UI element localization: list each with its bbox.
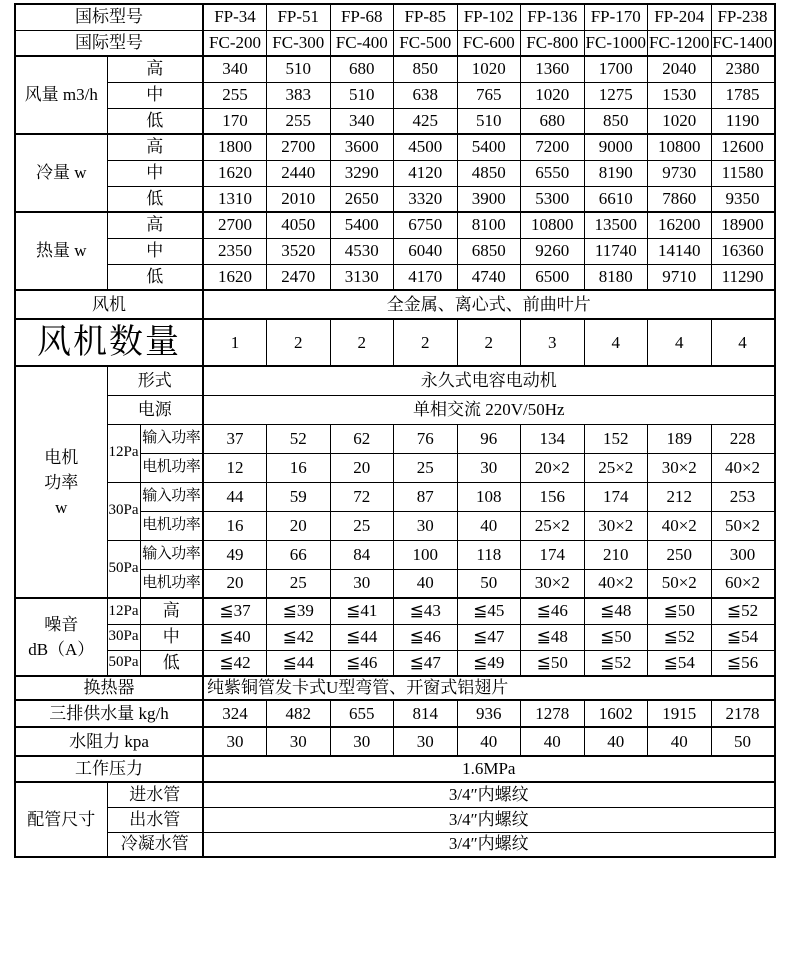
data-cell: 30: [203, 727, 267, 756]
data-cell: 3320: [394, 186, 458, 212]
data-cell: 30×2: [521, 569, 585, 598]
data-cell: 655: [330, 700, 394, 727]
data-cell: 2178: [711, 700, 775, 727]
level-label: 低: [107, 264, 203, 290]
row-heating-low: [15, 264, 775, 290]
data-cell: 1278: [521, 700, 585, 727]
data-cell: 3600: [330, 134, 394, 160]
data-cell: ≦54: [711, 624, 775, 650]
motor-power-label: 电机功率: [140, 453, 203, 482]
row-motor-12pa-input: [15, 424, 775, 453]
data-cell: 1: [203, 319, 267, 366]
outlet-pipe-label: 出水管: [107, 807, 203, 832]
data-cell: 4: [584, 319, 648, 366]
data-cell: FP-34: [203, 4, 267, 30]
inlet-pipe-label: 进水管: [107, 782, 203, 807]
data-cell: 30: [267, 727, 331, 756]
level-label: 高: [140, 598, 203, 624]
data-cell: 66: [267, 540, 331, 569]
data-cell: 2: [394, 319, 458, 366]
data-cell: 4170: [394, 264, 458, 290]
data-cell: ≦44: [330, 624, 394, 650]
data-cell: 2440: [267, 160, 331, 186]
data-cell: 84: [330, 540, 394, 569]
data-cell: 30×2: [648, 453, 712, 482]
data-cell: FC-500: [394, 30, 458, 56]
row-cooling-low: [15, 186, 775, 212]
data-cell: ≦42: [203, 650, 267, 676]
outlet-pipe-value: 3/4″内螺纹: [203, 807, 775, 832]
data-cell: 59: [267, 482, 331, 511]
row-international-model: [15, 30, 775, 56]
data-cell: 18900: [711, 212, 775, 238]
data-cell: 3520: [267, 238, 331, 264]
row-airflow-mid: [15, 82, 775, 108]
data-cell: ≦42: [267, 624, 331, 650]
data-cell: 25: [330, 511, 394, 540]
level-label: 中: [107, 82, 203, 108]
data-cell: 108: [457, 482, 521, 511]
heat-exchanger-label: 换热器: [15, 676, 203, 700]
condensate-pipe-value: 3/4″内螺纹: [203, 832, 775, 857]
level-label: 高: [107, 134, 203, 160]
data-cell: FC-200: [203, 30, 267, 56]
data-cell: 20: [267, 511, 331, 540]
data-cell: 850: [584, 108, 648, 134]
data-cell: 11740: [584, 238, 648, 264]
data-cell: 1275: [584, 82, 648, 108]
data-cell: 8180: [584, 264, 648, 290]
data-cell: FC-400: [330, 30, 394, 56]
data-cell: FP-238: [711, 4, 775, 30]
data-cell: 40×2: [648, 511, 712, 540]
data-cell: 50×2: [648, 569, 712, 598]
data-cell: 383: [267, 82, 331, 108]
level-label: 低: [140, 650, 203, 676]
data-cell: ≦48: [584, 598, 648, 624]
data-cell: 25: [394, 453, 458, 482]
data-cell: 72: [330, 482, 394, 511]
data-cell: 324: [203, 700, 267, 727]
data-cell: 2700: [267, 134, 331, 160]
data-cell: 3900: [457, 186, 521, 212]
data-cell: 16360: [711, 238, 775, 264]
data-cell: 152: [584, 424, 648, 453]
data-cell: ≦45: [457, 598, 521, 624]
pa-label-12pa: 12Pa: [107, 424, 140, 482]
data-cell: 6610: [584, 186, 648, 212]
data-cell: 300: [711, 540, 775, 569]
data-cell: ≦37: [203, 598, 267, 624]
data-cell: ≦50: [521, 650, 585, 676]
fan-count-label: 风机数量: [15, 319, 203, 366]
international-model-label: 国际型号: [15, 30, 203, 56]
data-cell: 1310: [203, 186, 267, 212]
data-cell: 9730: [648, 160, 712, 186]
data-cell: 16: [267, 453, 331, 482]
data-cell: 3130: [330, 264, 394, 290]
data-cell: 25×2: [584, 453, 648, 482]
data-cell: 936: [457, 700, 521, 727]
level-label: 高: [107, 56, 203, 82]
data-cell: 40: [394, 569, 458, 598]
data-cell: 20: [203, 569, 267, 598]
data-cell: FC-600: [457, 30, 521, 56]
data-cell: 16200: [648, 212, 712, 238]
data-cell: 210: [584, 540, 648, 569]
data-cell: 1020: [648, 108, 712, 134]
data-cell: ≦47: [394, 650, 458, 676]
row-piping-outlet: [15, 807, 775, 832]
level-label: 低: [107, 186, 203, 212]
data-cell: 174: [521, 540, 585, 569]
spec-sheet-page: [0, 3, 790, 974]
data-cell: 100: [394, 540, 458, 569]
fan-label: 风机: [15, 290, 203, 319]
noise-label-line: 噪音: [44, 615, 79, 634]
data-cell: 40×2: [584, 569, 648, 598]
data-cell: FP-51: [267, 4, 331, 30]
data-cell: 2380: [711, 56, 775, 82]
data-cell: 134: [521, 424, 585, 453]
row-piping-condensate: [15, 832, 775, 857]
data-cell: 40: [457, 511, 521, 540]
data-cell: 9000: [584, 134, 648, 160]
data-cell: 2040: [648, 56, 712, 82]
data-cell: 510: [330, 82, 394, 108]
pa-label-50pa: 50Pa: [107, 650, 140, 676]
data-cell: 1785: [711, 82, 775, 108]
data-cell: ≦47: [457, 624, 521, 650]
data-cell: 189: [648, 424, 712, 453]
row-noise-30pa: [15, 624, 775, 650]
data-cell: 425: [394, 108, 458, 134]
data-cell: 250: [648, 540, 712, 569]
data-cell: ≦46: [394, 624, 458, 650]
motor-type-value: 永久式电容电动机: [203, 366, 775, 395]
data-cell: ≦54: [648, 650, 712, 676]
row-noise-12pa: [15, 598, 775, 624]
data-cell: 510: [267, 56, 331, 82]
data-cell: FC-300: [267, 30, 331, 56]
data-cell: 3290: [330, 160, 394, 186]
data-cell: 10800: [521, 212, 585, 238]
data-cell: 2700: [203, 212, 267, 238]
data-cell: 30: [394, 727, 458, 756]
data-cell: ≦41: [330, 598, 394, 624]
motor-label-line: 功率: [44, 472, 79, 492]
power-supply-value: 单相交流 220V/50Hz: [203, 395, 775, 424]
data-cell: FP-85: [394, 4, 458, 30]
data-cell: 340: [203, 56, 267, 82]
data-cell: ≦40: [203, 624, 267, 650]
data-cell: 4500: [394, 134, 458, 160]
level-label: 中: [140, 624, 203, 650]
data-cell: ≦46: [521, 598, 585, 624]
pa-label-30pa: 30Pa: [107, 482, 140, 540]
data-cell: ≦44: [267, 650, 331, 676]
heating-group-label: 热量 w: [15, 212, 107, 290]
data-cell: 4530: [330, 238, 394, 264]
row-motor-power-supply: [15, 395, 775, 424]
data-cell: 2470: [267, 264, 331, 290]
data-cell: 4120: [394, 160, 458, 186]
row-working-pressure: [15, 756, 775, 782]
data-cell: FP-68: [330, 4, 394, 30]
data-cell: 1915: [648, 700, 712, 727]
data-cell: 30: [394, 511, 458, 540]
fan-value: 全金属、离心式、前曲叶片: [203, 290, 775, 319]
data-cell: 255: [203, 82, 267, 108]
data-cell: 1620: [203, 160, 267, 186]
data-cell: ≦43: [394, 598, 458, 624]
data-cell: 6550: [521, 160, 585, 186]
data-cell: FC-1400: [711, 30, 775, 56]
row-national-model: [15, 4, 775, 30]
data-cell: 6850: [457, 238, 521, 264]
row-motor-50pa-input: [15, 540, 775, 569]
data-cell: 228: [711, 424, 775, 453]
data-cell: 1020: [457, 56, 521, 82]
working-pressure-label: 工作压力: [15, 756, 203, 782]
noise-label-line: dB（A）: [28, 640, 95, 659]
data-cell: 1020: [521, 82, 585, 108]
data-cell: 60×2: [711, 569, 775, 598]
data-cell: FP-136: [521, 4, 585, 30]
input-power-label: 输入功率: [140, 540, 203, 569]
data-cell: 9260: [521, 238, 585, 264]
data-cell: 11580: [711, 160, 775, 186]
data-cell: 4850: [457, 160, 521, 186]
data-cell: 340: [330, 108, 394, 134]
data-cell: FP-204: [648, 4, 712, 30]
data-cell: 212: [648, 482, 712, 511]
data-cell: FC-1200: [648, 30, 712, 56]
data-cell: ≦49: [457, 650, 521, 676]
data-cell: 2: [457, 319, 521, 366]
data-cell: 52: [267, 424, 331, 453]
data-cell: 30: [457, 453, 521, 482]
data-cell: 1530: [648, 82, 712, 108]
working-pressure-value: 1.6MPa: [203, 756, 775, 782]
motor-power-label: 电机功率: [140, 511, 203, 540]
data-cell: 12600: [711, 134, 775, 160]
data-cell: 6750: [394, 212, 458, 238]
data-cell: 1360: [521, 56, 585, 82]
power-supply-label: 电源: [107, 395, 203, 424]
data-cell: ≦50: [584, 624, 648, 650]
data-cell: 9350: [711, 186, 775, 212]
data-cell: 1602: [584, 700, 648, 727]
row-water-supply: [15, 700, 775, 727]
cooling-group-label: 冷量 w: [15, 134, 107, 212]
data-cell: 6040: [394, 238, 458, 264]
data-cell: 638: [394, 82, 458, 108]
level-label: 低: [107, 108, 203, 134]
data-cell: 170: [203, 108, 267, 134]
data-cell: 40: [648, 727, 712, 756]
data-cell: 76: [394, 424, 458, 453]
data-cell: FC-800: [521, 30, 585, 56]
row-heating-mid: [15, 238, 775, 264]
data-cell: ≦52: [711, 598, 775, 624]
row-heating-high: [15, 212, 775, 238]
inlet-pipe-value: 3/4″内螺纹: [203, 782, 775, 807]
row-airflow-high: [15, 56, 775, 82]
data-cell: ≦48: [521, 624, 585, 650]
data-cell: 16: [203, 511, 267, 540]
data-cell: 1800: [203, 134, 267, 160]
data-cell: 40: [457, 727, 521, 756]
data-cell: 680: [330, 56, 394, 82]
input-power-label: 输入功率: [140, 424, 203, 453]
row-piping-inlet: [15, 782, 775, 807]
data-cell: 5300: [521, 186, 585, 212]
data-cell: 8190: [584, 160, 648, 186]
data-cell: 4740: [457, 264, 521, 290]
fan-coil-spec-table: [14, 3, 776, 858]
data-cell: 4050: [267, 212, 331, 238]
data-cell: 40×2: [711, 453, 775, 482]
data-cell: 7860: [648, 186, 712, 212]
data-cell: 20×2: [521, 453, 585, 482]
data-cell: FP-170: [584, 4, 648, 30]
data-cell: 12: [203, 453, 267, 482]
pa-label-50pa: 50Pa: [107, 540, 140, 598]
data-cell: 9710: [648, 264, 712, 290]
motor-label-line: 电机: [44, 447, 79, 467]
data-cell: 1190: [711, 108, 775, 134]
row-cooling-high: [15, 134, 775, 160]
data-cell: 14140: [648, 238, 712, 264]
data-cell: 255: [267, 108, 331, 134]
data-cell: ≦46: [330, 650, 394, 676]
row-motor-type: [15, 366, 775, 395]
data-cell: 25: [267, 569, 331, 598]
data-cell: 87: [394, 482, 458, 511]
row-water-resistance: [15, 727, 775, 756]
data-cell: 156: [521, 482, 585, 511]
data-cell: 40: [584, 727, 648, 756]
data-cell: 1620: [203, 264, 267, 290]
data-cell: 50: [711, 727, 775, 756]
data-cell: 30: [330, 727, 394, 756]
input-power-label: 输入功率: [140, 482, 203, 511]
national-model-label: 国标型号: [15, 4, 203, 30]
piping-group-label: 配管尺寸: [15, 782, 107, 857]
data-cell: ≦52: [648, 624, 712, 650]
motor-power-label: 电机功率: [140, 569, 203, 598]
data-cell: 44: [203, 482, 267, 511]
data-cell: 37: [203, 424, 267, 453]
water-supply-label: 三排供水量 kg/h: [15, 700, 203, 727]
heat-exchanger-value: 纯紫铜管发卡式U型弯管、开窗式铝翅片: [203, 676, 775, 700]
pa-label-12pa: 12Pa: [107, 598, 140, 624]
data-cell: 765: [457, 82, 521, 108]
data-cell: 482: [267, 700, 331, 727]
condensate-pipe-label: 冷凝水管: [107, 832, 203, 857]
data-cell: 30×2: [584, 511, 648, 540]
data-cell: 2350: [203, 238, 267, 264]
data-cell: 40: [521, 727, 585, 756]
data-cell: 11290: [711, 264, 775, 290]
row-motor-30pa-input: [15, 482, 775, 511]
data-cell: 3: [521, 319, 585, 366]
data-cell: 30: [330, 569, 394, 598]
data-cell: 8100: [457, 212, 521, 238]
data-cell: FP-102: [457, 4, 521, 30]
airflow-group-label: 风量 m3/h: [15, 56, 107, 134]
noise-group-label: [15, 598, 107, 676]
data-cell: 20: [330, 453, 394, 482]
data-cell: 7200: [521, 134, 585, 160]
data-cell: 253: [711, 482, 775, 511]
data-cell: ≦56: [711, 650, 775, 676]
data-cell: 850: [394, 56, 458, 82]
data-cell: ≦52: [584, 650, 648, 676]
row-fan: [15, 290, 775, 319]
data-cell: 2650: [330, 186, 394, 212]
data-cell: 5400: [330, 212, 394, 238]
row-noise-50pa: [15, 650, 775, 676]
data-cell: 510: [457, 108, 521, 134]
data-cell: 118: [457, 540, 521, 569]
data-cell: 10800: [648, 134, 712, 160]
data-cell: ≦39: [267, 598, 331, 624]
data-cell: 96: [457, 424, 521, 453]
water-resistance-label: 水阻力 kpa: [15, 727, 203, 756]
data-cell: 2: [267, 319, 331, 366]
data-cell: 680: [521, 108, 585, 134]
motor-label-line: w: [55, 497, 68, 517]
data-cell: 6500: [521, 264, 585, 290]
data-cell: 1700: [584, 56, 648, 82]
row-fan-count: [15, 319, 775, 366]
data-cell: 2010: [267, 186, 331, 212]
data-cell: 50: [457, 569, 521, 598]
level-label: 高: [107, 212, 203, 238]
data-cell: 2: [330, 319, 394, 366]
row-airflow-low: [15, 108, 775, 134]
data-cell: 174: [584, 482, 648, 511]
row-cooling-mid: [15, 160, 775, 186]
motor-type-label: 形式: [107, 366, 203, 395]
pa-label-30pa: 30Pa: [107, 624, 140, 650]
data-cell: 4: [711, 319, 775, 366]
row-heat-exchanger: [15, 676, 775, 700]
data-cell: 50×2: [711, 511, 775, 540]
data-cell: 814: [394, 700, 458, 727]
data-cell: 62: [330, 424, 394, 453]
data-cell: 4: [648, 319, 712, 366]
data-cell: 25×2: [521, 511, 585, 540]
level-label: 中: [107, 160, 203, 186]
data-cell: 49: [203, 540, 267, 569]
motor-power-group-label: [15, 366, 107, 598]
data-cell: 13500: [584, 212, 648, 238]
level-label: 中: [107, 238, 203, 264]
data-cell: FC-1000: [584, 30, 648, 56]
data-cell: 5400: [457, 134, 521, 160]
data-cell: ≦50: [648, 598, 712, 624]
